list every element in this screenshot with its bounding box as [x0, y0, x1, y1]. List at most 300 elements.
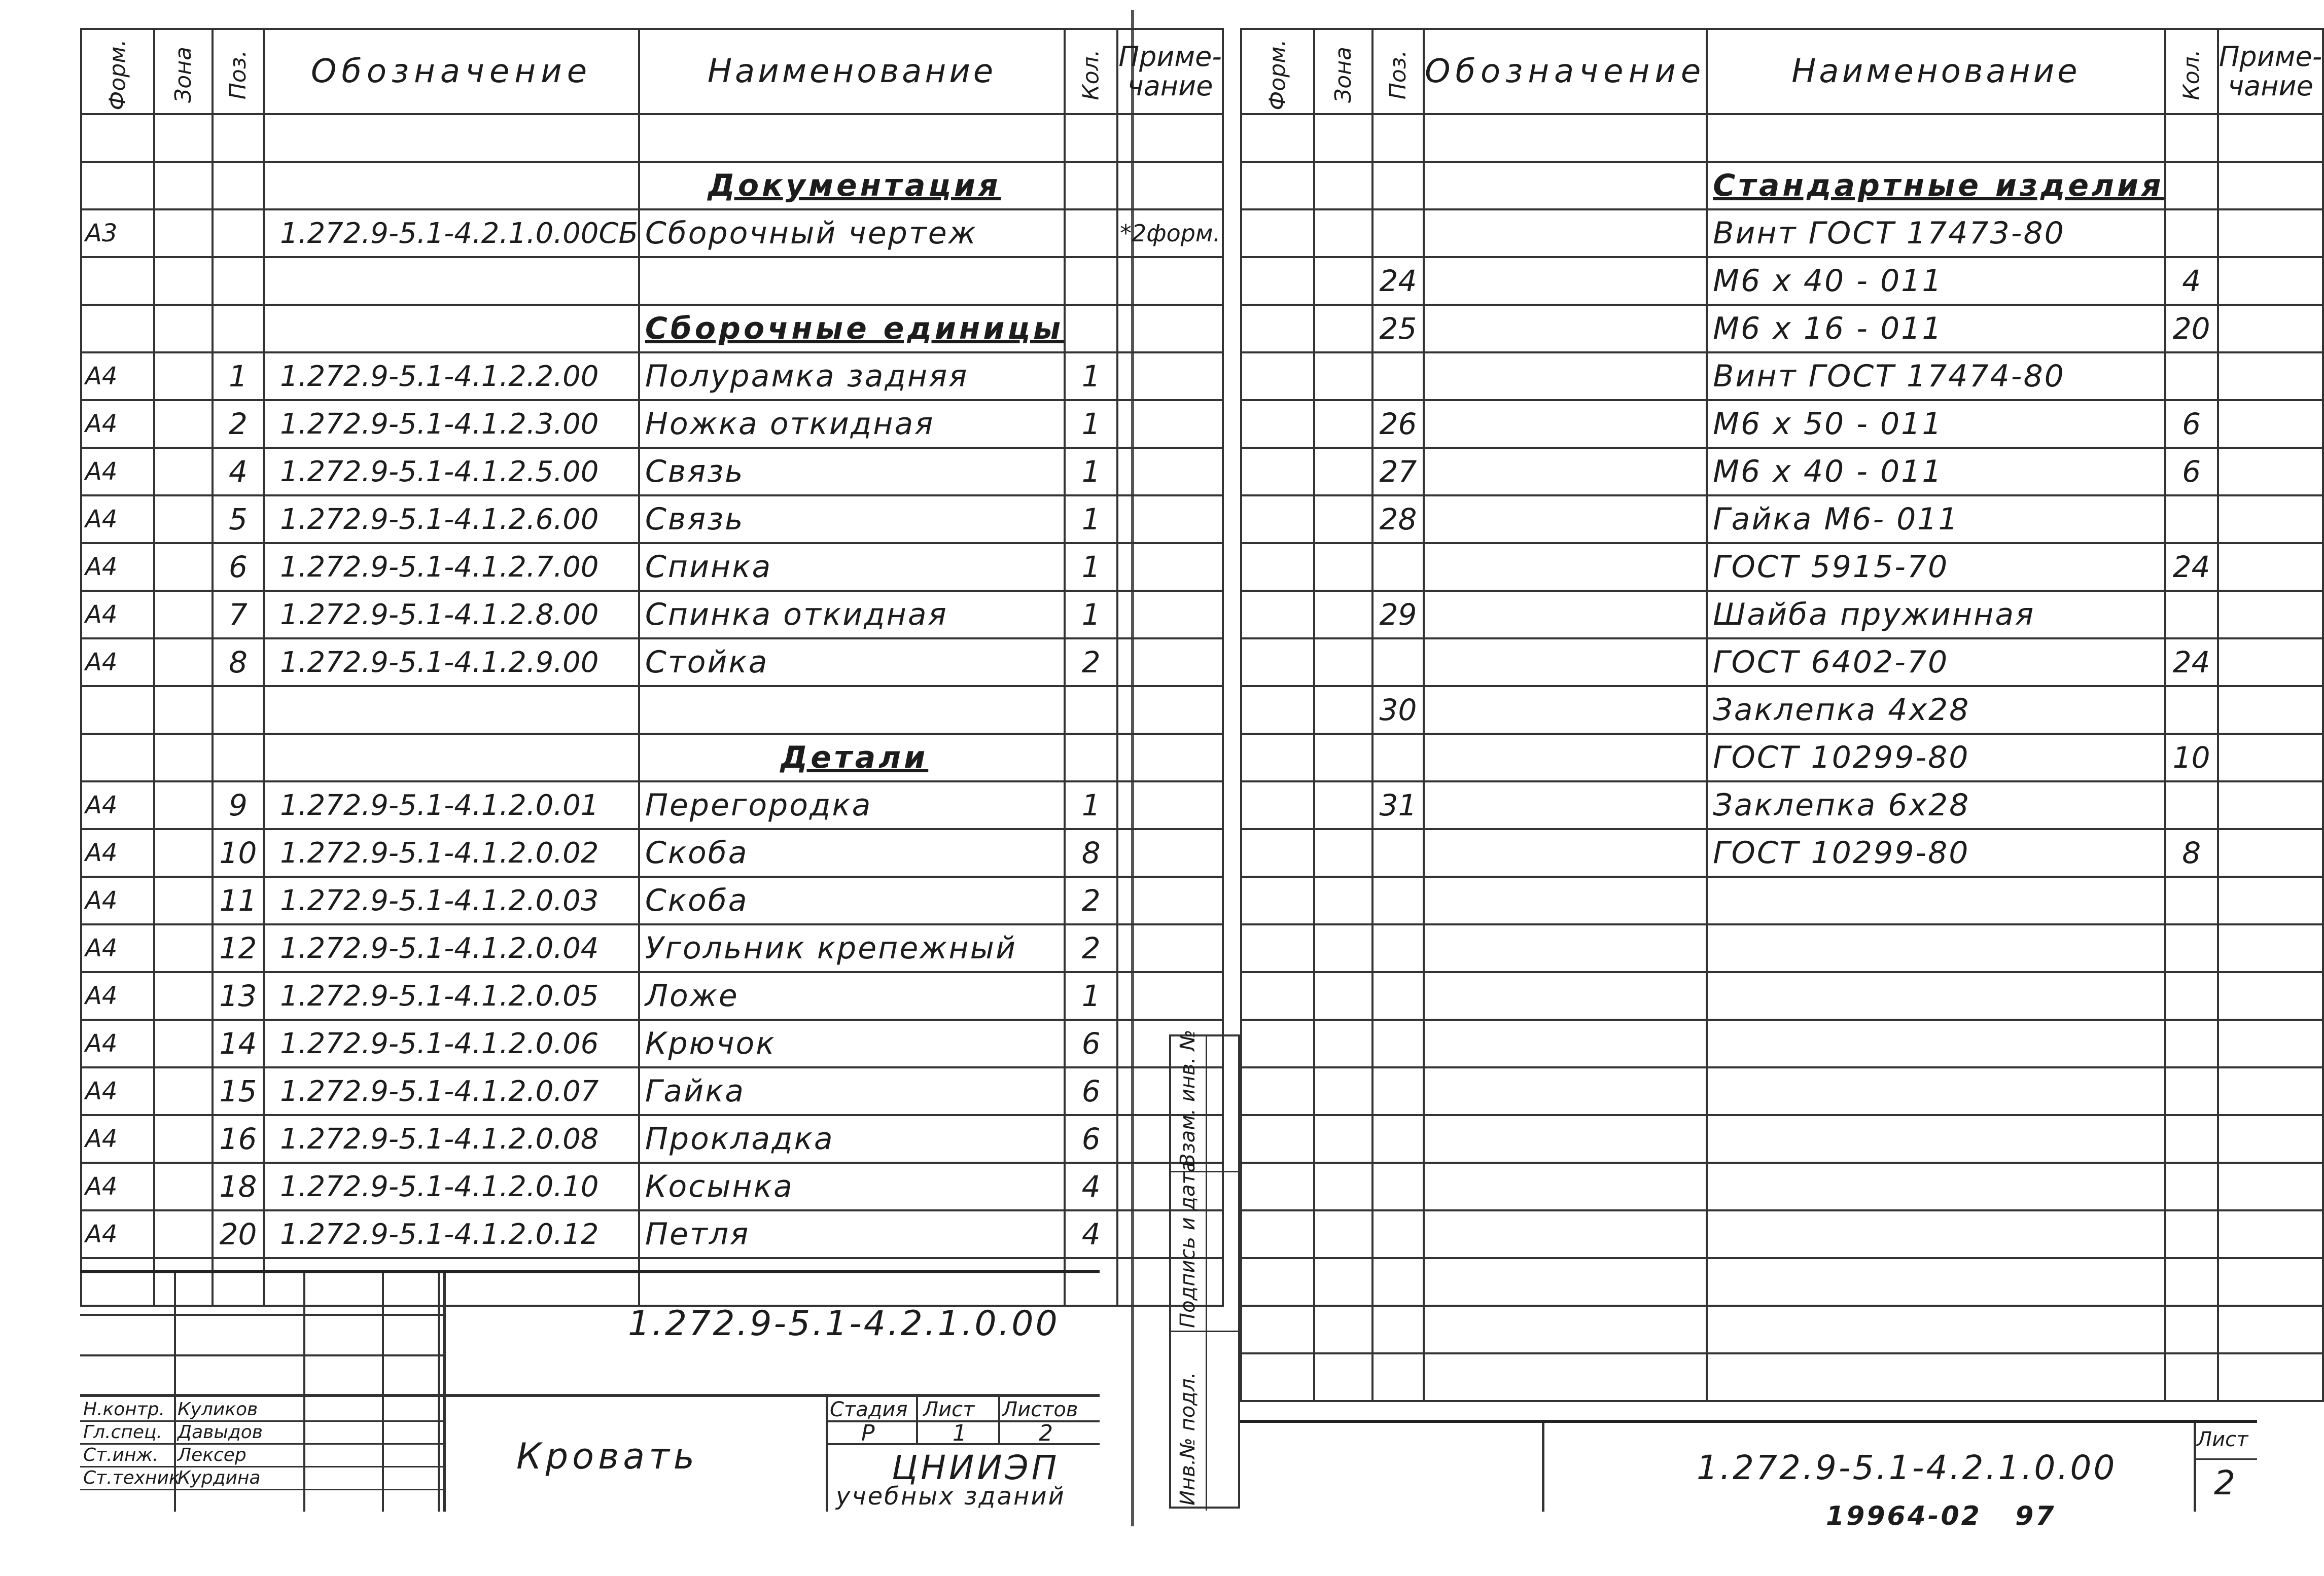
form-cell [81, 734, 154, 781]
name-cell: Ложе [639, 972, 1065, 1020]
designation-cell: 1.272.9-5.1-4.1.2.9.00 [264, 638, 639, 686]
form-cell [81, 686, 154, 734]
name-cell: Связь [639, 495, 1065, 543]
table-row [1241, 972, 2323, 1020]
table-row [1241, 448, 2323, 495]
note-cell [1117, 829, 1222, 877]
col-designation-header: Обозначение [1424, 29, 1707, 114]
name-cell: М6 х 50 - 011 [1707, 400, 2165, 448]
qty-cell: 6 [1065, 1067, 1117, 1115]
form-cell [1241, 734, 1314, 781]
pos-cell [1372, 1163, 1424, 1210]
qty-cell [2165, 1115, 2218, 1163]
zone-cell [154, 1020, 213, 1067]
col-pos-header: Поз. [213, 29, 264, 114]
qty-cell [1065, 305, 1117, 352]
note-cell [2218, 543, 2323, 591]
designation-cell [1424, 829, 1707, 877]
designation-cell: 1.272.9-5.1-4.1.2.0.08 [264, 1115, 639, 1163]
footer-sheet-value: 2 [2214, 1463, 2235, 1502]
table-row [81, 1067, 1223, 1115]
name-cell [1707, 114, 2165, 162]
name-cell [1707, 1115, 2165, 1163]
designation-cell [264, 162, 639, 209]
zone-cell [1314, 1353, 1372, 1401]
note-cell [2218, 400, 2323, 448]
qty-cell [2165, 1163, 2218, 1210]
pos-cell [1372, 877, 1424, 924]
designation-cell [1424, 448, 1707, 495]
form-cell [1241, 781, 1314, 829]
zone-cell [1314, 448, 1372, 495]
zone-cell [1314, 877, 1372, 924]
zone-cell [1314, 972, 1372, 1020]
zone-cell [154, 352, 213, 400]
pos-cell: 9 [213, 781, 264, 829]
note-cell [2218, 829, 2323, 877]
zone-cell [1314, 400, 1372, 448]
footer-sheet-label: Лист [2197, 1428, 2248, 1451]
qty-cell [1065, 686, 1117, 734]
col-designation-header: Обозначение [264, 29, 639, 114]
zone-cell [154, 638, 213, 686]
qty-cell: 2 [1065, 877, 1117, 924]
pos-cell [1372, 1067, 1424, 1115]
designation-cell [1424, 638, 1707, 686]
qty-cell [2165, 972, 2218, 1020]
name-cell: ГОСТ 5915-70 [1707, 543, 2165, 591]
designation-cell [1424, 114, 1707, 162]
note-cell [1117, 591, 1222, 638]
form-cell [81, 305, 154, 352]
name-cell [1707, 1067, 2165, 1115]
qty-cell [2165, 162, 2218, 209]
form-cell: А4 [81, 924, 154, 972]
name-cell: М6 х 16 - 011 [1707, 305, 2165, 352]
qty-cell [2165, 1258, 2218, 1306]
pos-cell [1372, 162, 1424, 209]
note-cell [2218, 591, 2323, 638]
designation-cell [1424, 400, 1707, 448]
designation-cell [264, 114, 639, 162]
zone-cell [1314, 781, 1372, 829]
note-cell [2218, 877, 2323, 924]
designation-cell [264, 734, 639, 781]
side-stamp-strip [1169, 1029, 1240, 1509]
qty-cell: 6 [1065, 1115, 1117, 1163]
pos-cell [1372, 1353, 1424, 1401]
designation-cell [1424, 734, 1707, 781]
form-cell: А4 [81, 1115, 154, 1163]
qty-cell: 24 [2165, 543, 2218, 591]
col-zone-header: Зона [1314, 29, 1372, 114]
name-cell: Скоба [639, 829, 1065, 877]
name-cell: Заклепка 6х28 [1707, 781, 2165, 829]
pos-cell [1372, 114, 1424, 162]
col-qty-header: Кол. [2165, 29, 2218, 114]
table-row [1241, 1020, 2323, 1067]
form-cell [1241, 1353, 1314, 1401]
table-row [81, 877, 1223, 924]
table-row [81, 1020, 1223, 1067]
form-cell [81, 257, 154, 305]
form-cell: А4 [81, 543, 154, 591]
qty-cell: 6 [2165, 400, 2218, 448]
note-cell [2218, 1306, 2323, 1353]
archive-stamp: 19964-02 97 [1826, 1501, 2056, 1531]
pos-cell [1372, 924, 1424, 972]
name-cell: ГОСТ 10299-80 [1707, 734, 2165, 781]
note-cell [1117, 400, 1222, 448]
designation-cell [1424, 972, 1707, 1020]
signer-role: Ст.инж. [83, 1445, 159, 1465]
zone-cell [154, 448, 213, 495]
table-row [1241, 1258, 2323, 1306]
note-cell [2218, 1020, 2323, 1067]
zone-cell [1314, 1258, 1372, 1306]
form-cell: А4 [81, 781, 154, 829]
form-cell [1241, 543, 1314, 591]
table-row [81, 543, 1223, 591]
designation-cell [1424, 1353, 1707, 1401]
zone-cell [154, 543, 213, 591]
note-cell [2218, 1067, 2323, 1115]
pos-cell [213, 257, 264, 305]
form-cell: А4 [81, 877, 154, 924]
table-row [81, 162, 1223, 209]
pos-cell: 12 [213, 924, 264, 972]
name-cell: Документация [639, 162, 1065, 209]
qty-cell [2165, 591, 2218, 638]
qty-cell [1065, 257, 1117, 305]
form-cell [1241, 162, 1314, 209]
designation-cell [1424, 1258, 1707, 1306]
name-cell: ГОСТ 10299-80 [1707, 829, 2165, 877]
footer-doc-code: 1.272.9-5.1-4.2.1.0.00 [1697, 1448, 2117, 1487]
table-row [1241, 114, 2323, 162]
qty-cell: 2 [1065, 638, 1117, 686]
zone-cell [1314, 1163, 1372, 1210]
signer-name: Лексер [178, 1445, 247, 1465]
designation-cell: 1.272.9-5.1-4.1.2.3.00 [264, 400, 639, 448]
pos-cell: 11 [213, 877, 264, 924]
form-cell: А4 [81, 591, 154, 638]
zone-cell [1314, 638, 1372, 686]
qty-cell [2165, 209, 2218, 257]
form-cell: А4 [81, 400, 154, 448]
form-cell: А4 [81, 495, 154, 543]
spec-table-2 [1240, 28, 2324, 1402]
name-cell [639, 686, 1065, 734]
qty-cell [2165, 114, 2218, 162]
form-cell [1241, 877, 1314, 924]
designation-cell [1424, 162, 1707, 209]
name-cell: Винт ГОСТ 17474-80 [1707, 352, 2165, 400]
designation-cell [1424, 209, 1707, 257]
note-cell [1117, 638, 1222, 686]
zone-cell [154, 495, 213, 543]
designation-cell [1424, 924, 1707, 972]
zone-cell [1314, 591, 1372, 638]
designation-cell: 1.272.9-5.1-4.1.2.0.04 [264, 924, 639, 972]
name-cell [639, 114, 1065, 162]
pos-cell: 20 [213, 1210, 264, 1258]
form-cell [1241, 209, 1314, 257]
table-row [81, 781, 1223, 829]
table-row [81, 400, 1223, 448]
qty-cell: 1 [1065, 400, 1117, 448]
name-cell [1707, 972, 2165, 1020]
name-cell [1707, 1163, 2165, 1210]
table-row [81, 972, 1223, 1020]
designation-cell [1424, 1306, 1707, 1353]
form-cell [1241, 114, 1314, 162]
name-cell: Стойка [639, 638, 1065, 686]
pos-cell [1372, 543, 1424, 591]
form-cell [1241, 400, 1314, 448]
table-row [1241, 209, 2323, 257]
form-cell [1241, 591, 1314, 638]
table-row [81, 352, 1223, 400]
table-row [1241, 1163, 2323, 1210]
note-cell [2218, 1115, 2323, 1163]
note-cell [2218, 257, 2323, 305]
form-cell: А4 [81, 972, 154, 1020]
table-row [1241, 1353, 2323, 1401]
zone-cell [154, 734, 213, 781]
form-cell [1241, 495, 1314, 543]
note-cell [1117, 352, 1222, 400]
designation-cell: 1.272.9-5.1-4.1.2.0.12 [264, 1210, 639, 1258]
note-cell [1117, 305, 1222, 352]
pos-cell: 30 [1372, 686, 1424, 734]
col-note-header: Приме- чание [2218, 29, 2323, 114]
form-cell [1241, 1020, 1314, 1067]
col-zone-header: Зона [154, 29, 213, 114]
qty-cell [2165, 1353, 2218, 1401]
table-row [81, 924, 1223, 972]
note-cell [2218, 352, 2323, 400]
zone-cell [1314, 162, 1372, 209]
pos-cell: 1 [213, 352, 264, 400]
pos-cell: 14 [213, 1020, 264, 1067]
note-cell [2218, 1258, 2323, 1306]
name-cell: Связь [639, 448, 1065, 495]
form-cell [1241, 1115, 1314, 1163]
name-cell [1707, 1353, 2165, 1401]
table-row [1241, 305, 2323, 352]
pos-cell: 4 [213, 448, 264, 495]
qty-cell [1065, 209, 1117, 257]
designation-cell: 1.272.9-5.1-4.1.2.5.00 [264, 448, 639, 495]
table-row [81, 734, 1223, 781]
designation-cell [1424, 781, 1707, 829]
table-row [1241, 829, 2323, 877]
zone-cell [1314, 305, 1372, 352]
qty-cell: 1 [1065, 591, 1117, 638]
zone-cell [154, 1163, 213, 1210]
note-cell [2218, 972, 2323, 1020]
designation-cell: 1.272.9-5.1-4.2.1.0.00СБ [264, 209, 639, 257]
pos-cell: 16 [213, 1115, 264, 1163]
form-cell: А3 [81, 209, 154, 257]
name-cell [1707, 1306, 2165, 1353]
form-cell [1241, 829, 1314, 877]
name-cell: Ножка откидная [639, 400, 1065, 448]
spec-sheet-2 [1240, 28, 2322, 1509]
form-cell [1241, 686, 1314, 734]
note-cell [2218, 686, 2323, 734]
designation-cell [1424, 1115, 1707, 1163]
qty-cell: 8 [1065, 829, 1117, 877]
name-cell [1707, 924, 2165, 972]
pos-cell: 5 [213, 495, 264, 543]
pos-cell: 28 [1372, 495, 1424, 543]
form-cell [1241, 1258, 1314, 1306]
form-cell [1241, 305, 1314, 352]
qty-cell: 4 [1065, 1163, 1117, 1210]
table-row [81, 305, 1223, 352]
table-row [81, 1115, 1223, 1163]
table-row [81, 257, 1223, 305]
sheet-value: 1 [953, 1420, 967, 1446]
zone-cell [1314, 352, 1372, 400]
designation-cell [1424, 495, 1707, 543]
pos-cell [1372, 829, 1424, 877]
pos-cell [1372, 1115, 1424, 1163]
name-cell: Спинка откидная [639, 591, 1065, 638]
qty-cell [2165, 1020, 2218, 1067]
qty-cell [2165, 1210, 2218, 1258]
signer-role: Н.контр. [83, 1399, 165, 1420]
qty-cell: 6 [2165, 448, 2218, 495]
table-row [81, 686, 1223, 734]
note-cell [1117, 495, 1222, 543]
pos-cell: 2 [213, 400, 264, 448]
pos-cell [1372, 1210, 1424, 1258]
stage-value: Р [861, 1420, 875, 1446]
name-cell: Скоба [639, 877, 1065, 924]
designation-cell: 1.272.9-5.1-4.1.2.0.03 [264, 877, 639, 924]
col-name-header: Наименование [1707, 29, 2165, 114]
zone-cell [1314, 1020, 1372, 1067]
pos-cell [1372, 209, 1424, 257]
qty-cell [1065, 734, 1117, 781]
qty-cell [2165, 495, 2218, 543]
qty-cell: 2 [1065, 924, 1117, 972]
table-row [1241, 162, 2323, 209]
form-cell: А4 [81, 352, 154, 400]
qty-cell: 10 [2165, 734, 2218, 781]
form-cell [1241, 352, 1314, 400]
name-cell: Спинка [639, 543, 1065, 591]
zone-cell [154, 305, 213, 352]
designation-cell: 1.272.9-5.1-4.1.2.0.07 [264, 1067, 639, 1115]
form-cell [1241, 924, 1314, 972]
designation-cell [1424, 305, 1707, 352]
name-cell: Стандартные изделия [1707, 162, 2165, 209]
side-label-sign: Подпись и дата [1176, 1160, 1200, 1328]
note-cell [2218, 1163, 2323, 1210]
qty-cell: 6 [1065, 1020, 1117, 1067]
zone-cell [1314, 1067, 1372, 1115]
pos-cell: 24 [1372, 257, 1424, 305]
name-cell: Косынка [639, 1163, 1065, 1210]
form-cell [1241, 448, 1314, 495]
designation-cell [1424, 543, 1707, 591]
table-row [81, 1210, 1223, 1258]
table-row [81, 638, 1223, 686]
name-cell [639, 257, 1065, 305]
qty-cell: 4 [1065, 1210, 1117, 1258]
note-cell [1117, 448, 1222, 495]
table-row [81, 448, 1223, 495]
designation-cell [1424, 1210, 1707, 1258]
pos-cell [213, 686, 264, 734]
zone-cell [154, 257, 213, 305]
note-cell [2218, 209, 2323, 257]
pos-cell [1372, 734, 1424, 781]
pos-cell: 29 [1372, 591, 1424, 638]
note-cell [2218, 781, 2323, 829]
name-cell: Полурамка задняя [639, 352, 1065, 400]
form-cell [1241, 257, 1314, 305]
table-row [1241, 400, 2323, 448]
document-title: Кровать [516, 1436, 699, 1477]
note-cell [1117, 972, 1222, 1020]
zone-cell [154, 781, 213, 829]
pos-cell [213, 305, 264, 352]
pos-cell [213, 162, 264, 209]
pos-cell: 15 [213, 1067, 264, 1115]
qty-cell: 8 [2165, 829, 2218, 877]
qty-cell: 1 [1065, 448, 1117, 495]
designation-cell: 1.272.9-5.1-4.1.2.0.05 [264, 972, 639, 1020]
qty-cell [1065, 114, 1117, 162]
zone-cell [1314, 1306, 1372, 1353]
table-row [1241, 686, 2323, 734]
side-label-inv: Инв.№ подл. [1176, 1372, 1200, 1506]
note-cell [2218, 495, 2323, 543]
name-cell: Перегородка [639, 781, 1065, 829]
designation-cell: 1.272.9-5.1-4.1.2.7.00 [264, 543, 639, 591]
name-cell [1707, 1258, 2165, 1306]
table-row [1241, 924, 2323, 972]
designation-cell [1424, 877, 1707, 924]
name-cell: Заклепка 4х28 [1707, 686, 2165, 734]
name-cell: Гайка М6- 011 [1707, 495, 2165, 543]
name-cell: М6 х 40 - 011 [1707, 448, 2165, 495]
note-cell [1117, 162, 1222, 209]
zone-cell [1314, 257, 1372, 305]
designation-cell [1424, 1020, 1707, 1067]
pos-cell [1372, 638, 1424, 686]
note-cell [2218, 734, 2323, 781]
designation-cell: 1.272.9-5.1-4.1.2.8.00 [264, 591, 639, 638]
table-row [1241, 638, 2323, 686]
qty-cell: 1 [1065, 543, 1117, 591]
qty-cell: 24 [2165, 638, 2218, 686]
sheets-value: 2 [1039, 1420, 1053, 1446]
zone-cell [154, 877, 213, 924]
name-cell: Детали [639, 734, 1065, 781]
designation-cell [1424, 591, 1707, 638]
zone-cell [154, 1210, 213, 1258]
note-cell [2218, 1210, 2323, 1258]
zone-cell [154, 1067, 213, 1115]
designation-cell: 1.272.9-5.1-4.1.2.6.00 [264, 495, 639, 543]
table-row [1241, 543, 2323, 591]
